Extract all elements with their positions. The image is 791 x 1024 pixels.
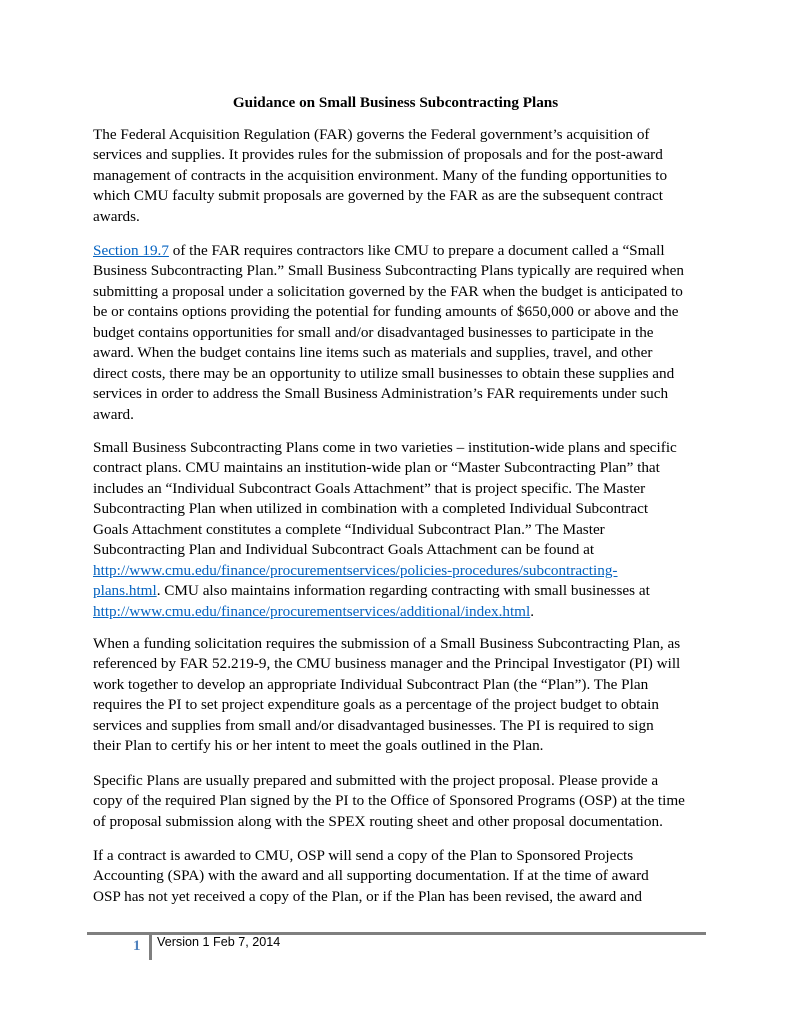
text-line: Business Subcontracting Plan.” Small Business Subcontracting Plans typically are required when: [93, 262, 684, 280]
text-line: Small Business Subcontracting Plans come in two varieties – institution-wide plans and specific: [93, 439, 677, 456]
text-line: award.: [93, 405, 134, 423]
text-span: .: [530, 602, 535, 620]
text-line: requires the PI to set project expenditure goals as a percentage of the project budget to obtain: [93, 696, 659, 714]
paragraph-far-overview: [93, 125, 705, 227]
paragraph-plan-varieties: [93, 438, 705, 622]
subcontracting-plans-link[interactable]: http://www.cmu.edu/finance/procurementservices/policies-procedures/subcontracting-: [93, 561, 618, 579]
text-line: includes an “Individual Subcontract Goals Attachment” that is project specific. The Master: [93, 479, 646, 497]
paragraph-contract-awarded: [93, 846, 705, 907]
text-line: [93, 561, 705, 581]
text-line: If a contract is awarded to CMU, OSP will send a copy of the Plan to Sponsored Projects: [93, 847, 634, 864]
text-span: of the FAR requires contractors like CMU to prepare a document called a “Small: [168, 242, 665, 259]
footer-version: Version 1 Feb 7, 2014: [157, 935, 281, 949]
paragraph-specific-plans: [93, 771, 705, 832]
text-line: Subcontracting Plan when utilized in combination with a completed Individual Subcontract: [93, 500, 649, 518]
text-line: their Plan to certify his or her intent to meet the goals outlined in the Plan.: [93, 737, 544, 755]
footer-vertical-divider: [149, 934, 152, 960]
text-line: be or contains options providing the potential for funding amounts of $650,000 or above and the: [93, 303, 679, 321]
text-line: of proposal submission along with the SPEX routing sheet and other proposal documentation.: [93, 812, 663, 830]
text-line: awards.: [93, 207, 140, 225]
text-line: work together to develop an appropriate Individual Subcontract Plan (the “Plan”). The Plan: [93, 675, 649, 693]
text-span: . CMU also maintains information regarding contracting with small businesses at: [156, 582, 650, 600]
text-line: contract plans. CMU maintains an institution-wide plan or “Master Subcontracting Plan” that: [93, 459, 660, 477]
text-line: budget contains opportunities for small and/or disadvantaged businesses to participate in the: [93, 323, 654, 341]
text-line: direct costs, there may be an opportunity to utilize small businesses to obtain these supplies and: [93, 364, 675, 382]
text-line: Accounting (SPA) with the award and all supporting documentation. If at the time of award: [93, 867, 649, 885]
text-line: services and supplies from small and/or disadvantaged businesses. The PI is required to sign: [93, 716, 654, 734]
text-line: OSP has not yet received a copy of the Plan, or if the Plan has been revised, the award and: [93, 887, 642, 905]
text-line: referenced by FAR 52.219-9, the CMU business manager and the Principal Investigator (PI) will: [93, 655, 681, 673]
text-line: Specific Plans are usually prepared and submitted with the project proposal. Please provide a: [93, 772, 659, 789]
text-line: management of contracts in the acquisition environment. Many of the funding opportunities to: [93, 166, 668, 184]
page-number: 1: [133, 938, 141, 954]
text-line: Goals Attachment constitutes a complete “Individual Subcontract Plan.” The Master: [93, 520, 605, 538]
section-19-7-link[interactable]: Section 19.7: [93, 242, 169, 259]
text-line: Subcontracting Plan and Individual Subcontract Goals Attachment can be found at: [93, 541, 595, 559]
text-line: When a funding solicitation requires the submission of a Small Business Subcontracting Plan, as: [93, 635, 681, 652]
text-line: [93, 241, 705, 261]
additional-info-link[interactable]: http://www.cmu.edu/finance/procurementservices/additional/index.html: [93, 602, 531, 620]
text-line: copy of the required Plan signed by the PI to the Office of Sponsored Programs (OSP) at the time: [93, 792, 685, 810]
text-line: which CMU faculty submit proposals are governed by the FAR as are the subsequent contract: [93, 187, 663, 205]
text-line: services and supplies. It provides rules for the submission of proposals and for the post-award: [93, 146, 663, 164]
document-title: Guidance on Small Business Subcontracting Plans: [232, 94, 559, 111]
text-line: The Federal Acquisition Regulation (FAR) governs the Federal government’s acquisition of: [93, 126, 650, 143]
text-line: award. When the budget contains line items such as materials and supplies, travel, and other: [93, 344, 653, 362]
text-line: services in order to address the Small Business Administration’s FAR requirements under such: [93, 385, 669, 403]
subcontracting-plans-link-continued[interactable]: plans.html: [93, 582, 157, 600]
text-line: submitting a proposal under a solicitation governed by the FAR when the budget is anticipated to: [93, 282, 683, 300]
text-line: [93, 602, 705, 622]
text-line: [93, 581, 705, 601]
paragraph-section-19-7: [93, 241, 705, 425]
paragraph-funding-solicitation: [93, 634, 705, 757]
